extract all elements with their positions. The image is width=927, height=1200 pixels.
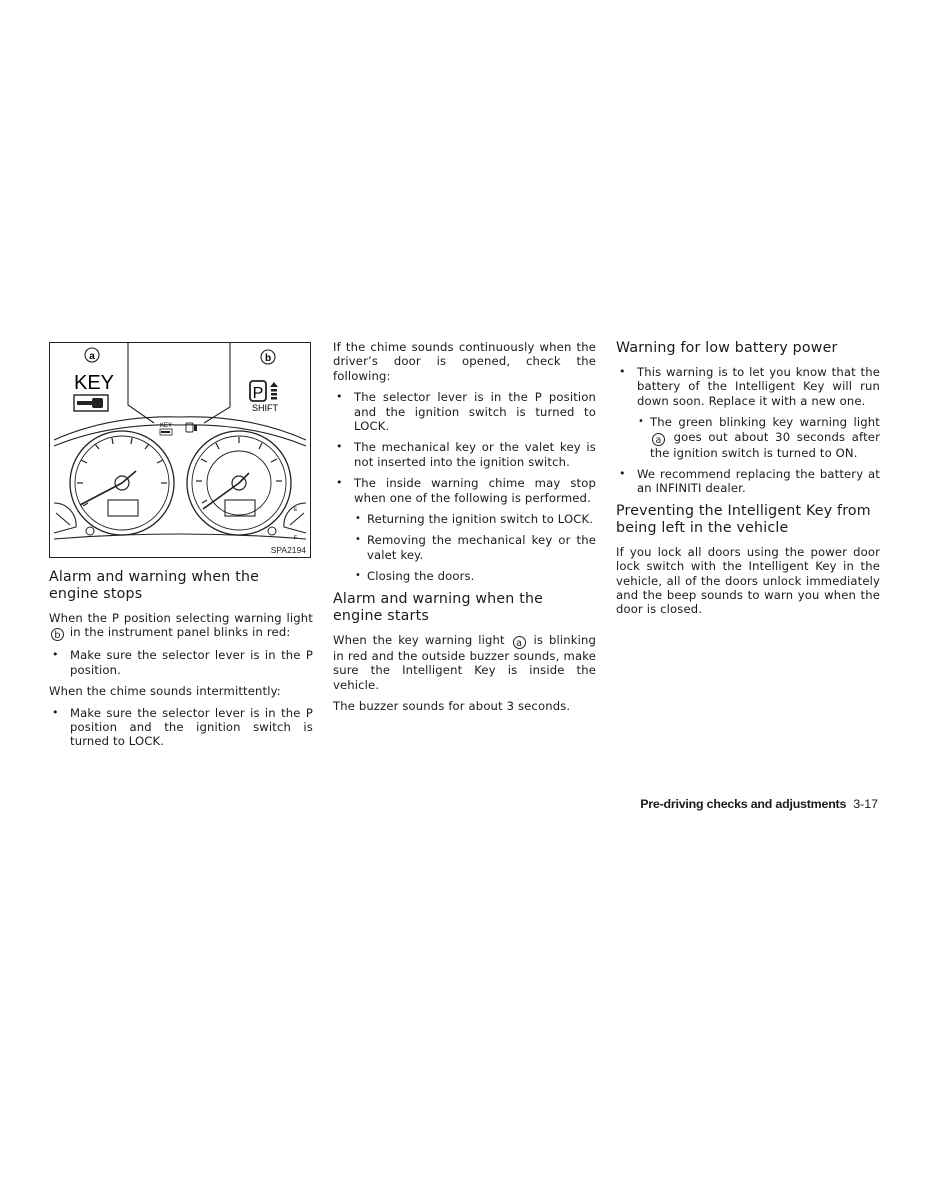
heading-key-left-in-vehicle: Preventing the Intelligent Key from being left in the vehicle [616, 502, 871, 536]
heading-engine-stops: Alarm and warning when the engine stops [49, 569, 260, 602]
callout-a: a [89, 351, 95, 362]
bullet-item: • The mechanical key or the valet key is not inserted into the ignition switch. [333, 440, 596, 469]
fuel-f-label: F [294, 535, 298, 541]
instrument-panel-figure [49, 342, 311, 558]
left-indicator-dot [86, 527, 94, 535]
figure-code: SPA2194 [270, 545, 306, 555]
speedometer-gauge [70, 431, 174, 535]
p-shift-icon [250, 381, 278, 402]
callout-ref-a: a [652, 433, 665, 446]
sub-bullet-item: • Closing the doors. [333, 569, 596, 583]
sub-bullet-item: • Returning the ignition switch to LOCK. [333, 512, 596, 526]
heading-engine-starts: Alarm and warning when the engine starts [333, 590, 544, 624]
paragraph-chime-continuous: If the chime sounds continuously when the driver’s door is opened, check the following: [333, 340, 596, 383]
column-3 [616, 340, 880, 624]
instrument-panel-illustration [50, 343, 310, 557]
footer-section-title: Pre-driving checks and adjustments [640, 797, 847, 811]
heading-low-battery: Warning for low battery power [616, 340, 838, 356]
callout-ref-a: a [513, 636, 526, 649]
page-footer [640, 797, 878, 811]
text-segment: in the instrument panel blinks in red: [69, 625, 291, 640]
sub-bullet-item: • Removing the mechanical key or the valet key. [333, 533, 596, 562]
bullet-item: • Make sure the selector lever is in the P position. [49, 648, 313, 677]
text-segment: The green blinking key warning light [650, 415, 880, 430]
fuel-e-label: E [294, 507, 298, 513]
paragraph-key-warning-light [333, 633, 596, 692]
callout-ref-b: b [51, 628, 64, 641]
callout-b: b [264, 353, 272, 364]
page-number: 3-17 [853, 797, 878, 811]
bullet-item: • The selector lever is in the P position and the ignition switch is turned to LOCK. [333, 390, 596, 433]
paragraph-buzzer-duration: The buzzer sounds for about 3 seconds. [333, 698, 571, 713]
text-segment: When the P position selecting warning light [49, 611, 313, 625]
bullet-item: • This warning is to let you know that the battery of the Intelligent Key will run down soon. Replace it with a new one. [616, 365, 880, 408]
left-side-gauge [54, 503, 76, 533]
key-warning-label: KEY [74, 372, 115, 394]
bullet-item: • We recommend replacing the battery at an INFINITI dealer. [616, 467, 880, 496]
small-key-label: KEY [160, 423, 173, 429]
column-1 [49, 340, 313, 756]
column-2 [333, 340, 596, 720]
sub-bullet-item [616, 415, 880, 460]
paragraph-chime-intermittent: When the chime sounds intermittently: [49, 684, 281, 699]
p-letter: P [252, 385, 264, 402]
text-segment: When the key warning light [333, 632, 505, 647]
bullet-item: • Make sure the selector lever is in the P position and the ignition switch is turned to LOCK. [49, 706, 313, 749]
text-segment: goes out about 30 seconds after the ignition switch is turned to ON. [650, 429, 880, 460]
tachometer-gauge [187, 431, 291, 535]
paragraph-door-lock: If you lock all doors using the power door lock switch with the Intelligent Key in the vehicle, all of the doors unlock immediately and the beep sounds to warn you when the door is closed. [616, 544, 880, 617]
text-segment: is blinking in red and the outside buzzer sounds, make sure the Intelligent Key is inside the vehicle. [333, 632, 596, 692]
key-icon [74, 395, 108, 411]
shift-label: SHIFT [252, 403, 278, 413]
bullet-item: • The inside warning chime may stop when one of the following is performed. [333, 476, 596, 505]
right-indicator-dot [268, 527, 276, 535]
paragraph-p-position-light [49, 611, 313, 641]
